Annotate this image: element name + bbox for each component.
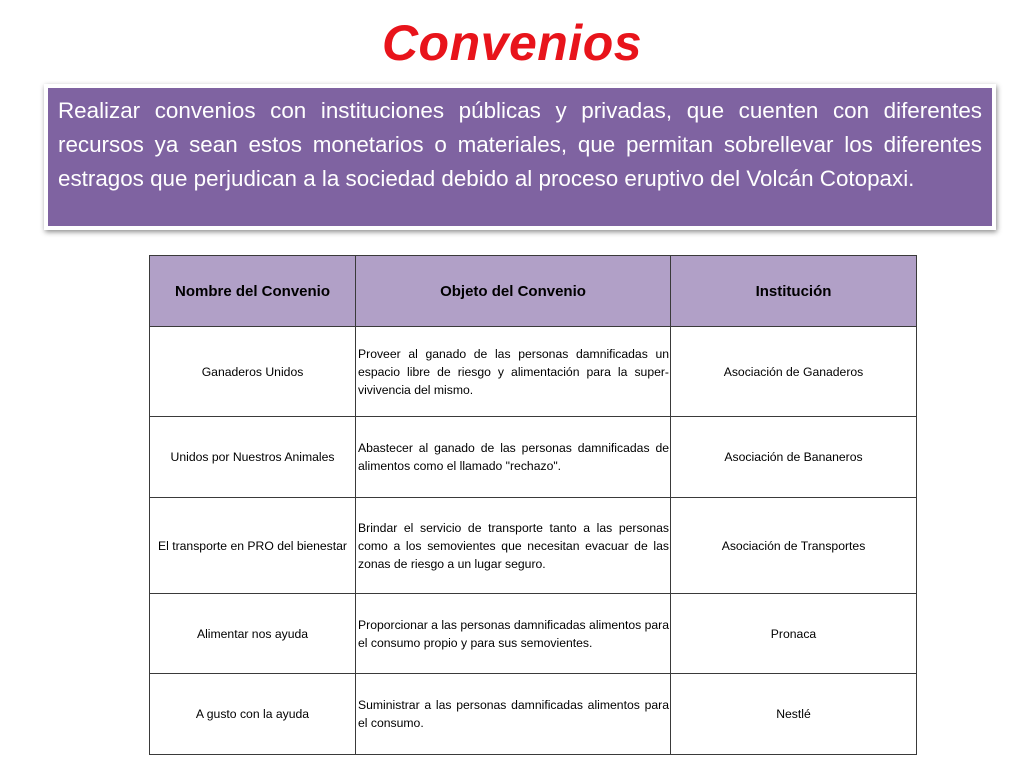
- cell-objeto: Suministrar a las personas damnificadas alimentos para el consumo.: [356, 674, 671, 755]
- cell-institucion: Asociación de Ganaderos: [671, 327, 917, 417]
- cell-institucion: Pronaca: [671, 594, 917, 674]
- cell-nombre: Unidos por Nuestros Animales: [150, 417, 356, 498]
- table-row: [150, 594, 917, 674]
- header-objeto: Objeto del Convenio: [356, 256, 671, 327]
- cell-objeto: Brindar el servicio de transporte tanto a las personas como a los semovientes que necesitan evacuar de las zonas de riesgo a un lugar seguro.: [356, 498, 671, 594]
- description-text: Realizar convenios con instituciones públicas y privadas, que cuenten con diferentes recursos ya sean estos monetarios o materiales, que permitan sobrellevar los diferentes estragos que perjudican a la sociedad debido al proceso eruptivo del Volcán Cotopaxi.: [48, 88, 992, 226]
- cell-objeto: Proporcionar a las personas damnificadas alimentos para el consumo propio y para sus semovientes.: [356, 594, 671, 674]
- header-nombre: Nombre del Convenio: [150, 256, 356, 327]
- table-row: [150, 327, 917, 417]
- cell-nombre: Alimentar nos ayuda: [150, 594, 356, 674]
- cell-institucion: Nestlé: [671, 674, 917, 755]
- table-row: [150, 674, 917, 755]
- cell-nombre: A gusto con la ayuda: [150, 674, 356, 755]
- table-header-row: [150, 256, 917, 327]
- convenios-table: [149, 255, 917, 755]
- table-row: [150, 417, 917, 498]
- cell-institucion: Asociación de Transportes: [671, 498, 917, 594]
- cell-objeto: Proveer al ganado de las personas damnificadas un espacio libre de riesgo y alimentación para la super-vivivencia del mismo.: [356, 327, 671, 417]
- convenios-table-container: [149, 255, 916, 755]
- cell-institucion: Asociación de Bananeros: [671, 417, 917, 498]
- description-callout: [44, 84, 996, 230]
- cell-objeto: Abastecer al ganado de las personas damnificadas de alimentos como el llamado "rechazo".: [356, 417, 671, 498]
- cell-nombre: El transporte en PRO del bienestar: [150, 498, 356, 594]
- cell-nombre: Ganaderos Unidos: [150, 327, 356, 417]
- page-title: Convenios: [381, 15, 643, 71]
- table-row: [150, 498, 917, 594]
- header-institucion: Institución: [671, 256, 917, 327]
